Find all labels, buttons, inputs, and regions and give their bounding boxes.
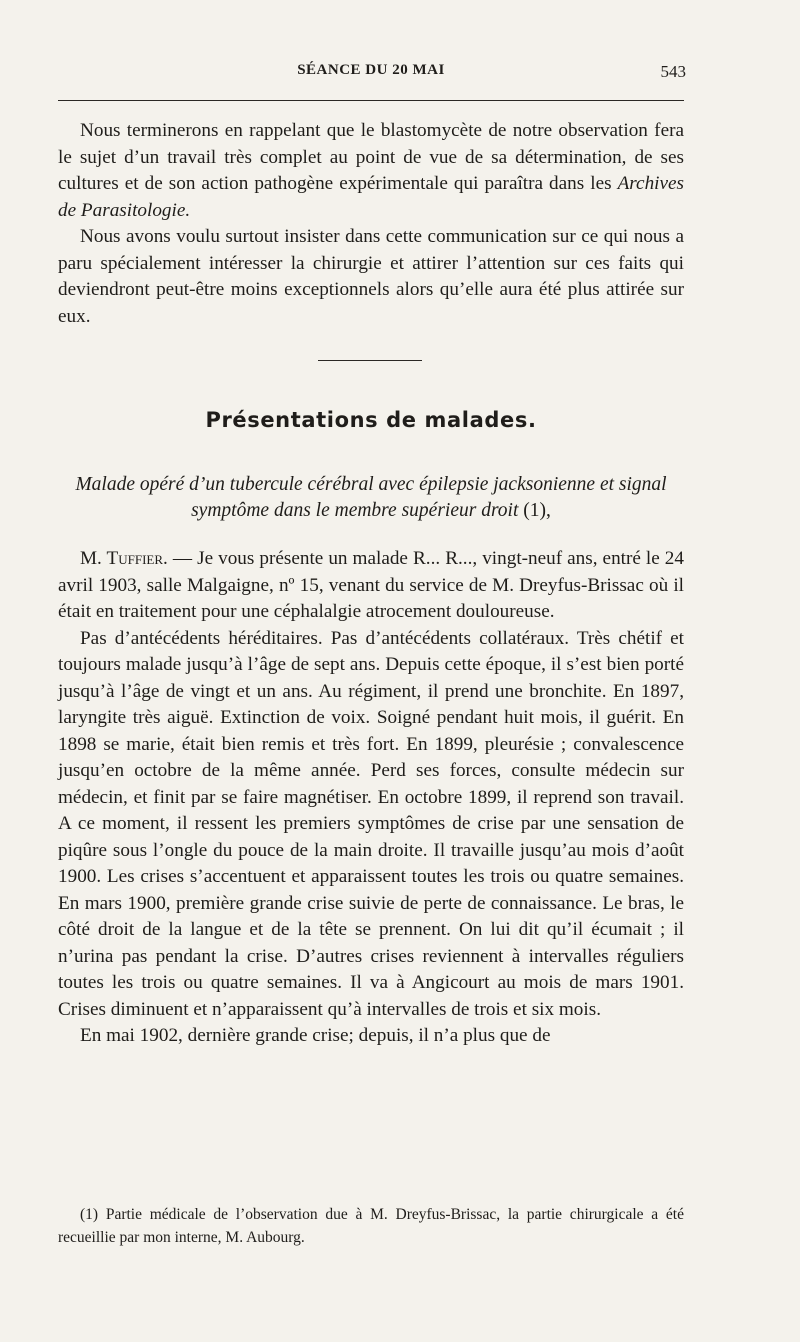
speaker-name: M. Tuffier. — [80, 548, 168, 569]
case-paragraph-3: En mai 1902, dernière grande crise; depuis, il n’a plus que de — [80, 1025, 551, 1046]
footnote-reference: (1), — [523, 500, 551, 521]
case-title-text: Malade opéré d’un tubercule cérébral avec épilepsie jacksonienne et signal symptôme dans le membre supérieur droit — [75, 474, 667, 521]
case-paragraph-1-text: — Je vous présente un malade R... R..., vingt-neuf ans, entré le 24 avril 1903, salle Malgaigne, nº 15, venant du service de M. Dreyfus-Brissac où il était en traitement pour une céphalalgie atrocement douloureuse. — [58, 548, 684, 622]
running-title: SÉANCE DU 20 MAI — [297, 62, 445, 78]
journal-title: Archives de Parasitologie. — [58, 173, 684, 221]
intro-paragraph-1 — [58, 118, 684, 224]
footnote — [58, 1203, 684, 1249]
header-rule — [58, 100, 684, 101]
section-heading: Présentations de malades. — [205, 408, 537, 432]
case-report — [58, 546, 684, 1050]
case-title — [58, 472, 684, 524]
case-paragraph-2: Pas d’antécédents héréditaires. Pas d’antécédents collatéraux. Très chétif et toujours malade jusqu’à l’âge de sept ans. Depuis cette époque, il s’est bien porté jusqu’à l’âge de vingt et un ans. Au régiment, il prend une bronchite. En 1897, laryngite très aiguë. Extinction de voix. Soigné pendant huit mois, il guérit. En 1898 se marie, était bien remis et très fort. En 1899, pleurésie ; convalescence jusqu’en octobre de la même année. Perd ses forces, consulte médecin sur médecin, et finit par se faire magnétiser. En octobre 1899, il reprend son travail. A ce moment, il ressent les premiers symptômes de crise par une sensation de piqûre sous l’ongle du pouce de la main droite. Il travaille jusqu’au mois d’août 1900. Les crises s’accentuent et apparaissent toutes les trois ou quatre semaines. En mars 1900, première grande crise suivie de perte de connaissance. Le bras, le côté droit de la langue et de la tête se prennent. On lui dit qu’il écumait ; il n’urina pas pendant la crise. D’autres crises reviennent à intervalles réguliers toutes les trois ou quatre semaines. Il va à Angicourt au mois de mars 1901. Crises diminuent et n’apparaissent qu’à intervalles de trois et six mois. — [58, 627, 684, 1020]
running-head — [58, 62, 684, 84]
page-number: 543 — [660, 62, 686, 81]
case-paragraph-1 — [58, 546, 684, 626]
footnote-text: (1) Partie médicale de l’observation due à M. Dreyfus-Brissac, la partie chirurgicale a été recueillie par mon interne, M. Aubourg. — [58, 1206, 684, 1246]
intro-paragraph-1-text: Nous terminerons en rappelant que le blastomycète de notre observation fera le sujet d’un travail très complet au point de vue de sa détermination, de ses cultures et de son action pathogène expérimentale qui paraîtra dans les — [58, 120, 684, 194]
section-divider — [318, 360, 422, 361]
intro-paragraph-2: Nous avons voulu surtout insister dans cette communication sur ce qui nous a paru spécialement intéresser la chirurgie et attirer l’attention sur ces faits qui deviendront peut-être moins exceptionnels alors qu’elle aura été plus attirée sur eux. — [58, 226, 684, 327]
intro-text — [58, 118, 684, 330]
